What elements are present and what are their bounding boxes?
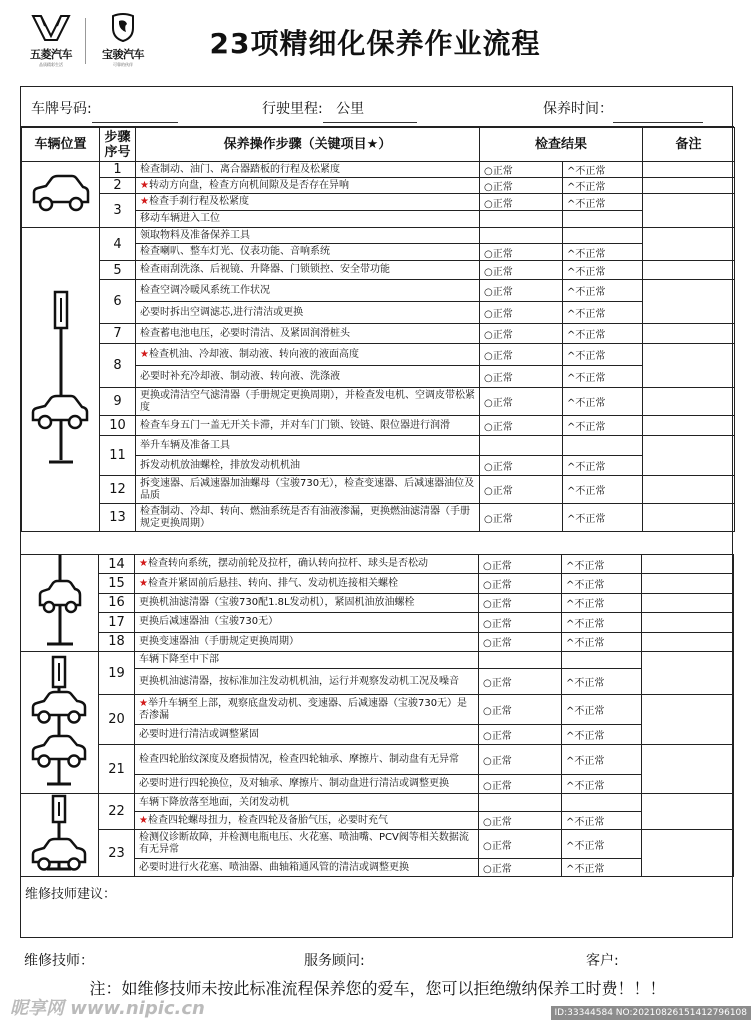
step-number: 7 bbox=[100, 324, 136, 344]
table-row bbox=[21, 555, 734, 574]
step-text: 举升车辆及准备工具 bbox=[136, 436, 480, 456]
header-vehicle-position: 车辆位置 bbox=[22, 128, 100, 162]
step-text: ★检查四轮螺母扭力，检查四轮及备胎气压，必要时充气 bbox=[135, 812, 479, 830]
table-row bbox=[22, 416, 735, 436]
signature-row bbox=[20, 950, 733, 972]
step-number: 17 bbox=[99, 613, 135, 632]
remark-cell[interactable] bbox=[643, 261, 735, 280]
result-ng-checkbox[interactable]: ^不正常 bbox=[562, 613, 642, 632]
wuling-logo bbox=[22, 12, 80, 70]
step-text: 拆发动机放油螺栓，排放发动机机油 bbox=[136, 456, 480, 476]
remark-cell[interactable] bbox=[643, 280, 735, 324]
result-empty bbox=[563, 436, 643, 456]
remark-cell[interactable] bbox=[642, 652, 734, 695]
table-row bbox=[22, 504, 735, 532]
procedure-table bbox=[21, 127, 735, 532]
step-number: 20 bbox=[99, 695, 135, 745]
table-row bbox=[21, 830, 734, 859]
result-ok-checkbox[interactable]: ○正常 bbox=[480, 162, 563, 178]
step-text: 检测仪诊断故障，并检测电瓶电压、火花塞、喷油嘴、PCV阀等相关数据流有无异常 bbox=[135, 830, 479, 859]
result-ng-checkbox[interactable]: ^不正常 bbox=[563, 456, 643, 476]
result-ok-checkbox[interactable]: ○正常 bbox=[480, 244, 563, 261]
wuling-brand-text: 五菱汽车 bbox=[30, 48, 72, 61]
step-text: 检查空调冷暖风系统工作状况 bbox=[136, 280, 480, 302]
result-ng-checkbox[interactable]: ^不正常 bbox=[562, 745, 642, 775]
table-row bbox=[21, 632, 734, 651]
result-ng-checkbox[interactable]: ^不正常 bbox=[563, 344, 643, 366]
result-ng-checkbox[interactable]: ^不正常 bbox=[562, 555, 642, 574]
result-ok-checkbox[interactable]: ○正常 bbox=[480, 324, 563, 344]
step-text: ★检查转向系统，摆动前轮及拉杆，确认转向拉杆、球头是否松动 bbox=[135, 555, 479, 574]
result-ok-checkbox[interactable]: ○正常 bbox=[480, 476, 563, 504]
result-ok-checkbox[interactable]: ○正常 bbox=[479, 613, 562, 632]
step-text: 检查制动、冷却、转向、燃油系统是否有油液渗漏，更换燃油滤清器（手册规定更换周期） bbox=[136, 504, 480, 532]
step-text: 检查制动、油门、离合器踏板的行程及松紧度 bbox=[136, 162, 480, 178]
step-text: 检查雨刮洗涤、后视镜、升降器、门锁锁控、安全带功能 bbox=[136, 261, 480, 280]
table-row bbox=[22, 476, 735, 504]
result-ok-checkbox[interactable]: ○正常 bbox=[479, 745, 562, 775]
result-ok-checkbox[interactable]: ○正常 bbox=[480, 178, 563, 194]
result-ng-checkbox[interactable]: ^不正常 bbox=[562, 669, 642, 695]
result-ok-checkbox[interactable]: ○正常 bbox=[480, 302, 563, 324]
plate-field[interactable] bbox=[31, 98, 92, 118]
step-number: 22 bbox=[99, 794, 135, 830]
header-result: 检查结果 bbox=[480, 128, 643, 162]
header-operations: 保养操作步骤（关键项目★） bbox=[136, 128, 480, 162]
step-text: 更换后减速器油（宝骏730无） bbox=[135, 613, 479, 632]
result-ok-checkbox[interactable]: ○正常 bbox=[479, 775, 562, 794]
step-number: 12 bbox=[100, 476, 136, 504]
result-empty bbox=[480, 436, 563, 456]
result-ng-checkbox[interactable]: ^不正常 bbox=[562, 859, 642, 877]
baojun-logo bbox=[92, 12, 154, 70]
remark-cell[interactable] bbox=[643, 388, 735, 416]
remark-cell[interactable] bbox=[643, 476, 735, 504]
step-number: 18 bbox=[99, 632, 135, 651]
step-text: 必要时进行四轮换位，及对轴承、摩擦片、制动盘进行清洁或调整更换 bbox=[135, 775, 479, 794]
result-ng-checkbox[interactable]: ^不正常 bbox=[563, 504, 643, 532]
step-text: ★检查机油、冷却液、制动液、转向液的液面高度 bbox=[136, 344, 480, 366]
result-ng-checkbox[interactable]: ^不正常 bbox=[563, 162, 643, 178]
result-ng-checkbox[interactable]: ^不正常 bbox=[563, 280, 643, 302]
mileage-label: 行驶里程: bbox=[262, 101, 323, 117]
step-number: 13 bbox=[100, 504, 136, 532]
step-number: 16 bbox=[99, 593, 135, 612]
step-number: 11 bbox=[100, 436, 136, 476]
result-empty bbox=[563, 228, 643, 244]
result-ok-checkbox[interactable]: ○正常 bbox=[479, 725, 562, 745]
remark-cell[interactable] bbox=[643, 416, 735, 436]
brand-logos bbox=[22, 12, 157, 70]
remark-cell[interactable] bbox=[642, 632, 734, 651]
step-text: ★举升车辆至上部，观察底盘发动机、变速器、后减速器（宝骏730无）是否渗漏 bbox=[135, 695, 479, 725]
step-text: 领取物料及准备保养工具 bbox=[136, 228, 480, 244]
time-blank[interactable] bbox=[613, 109, 703, 123]
result-ok-checkbox[interactable]: ○正常 bbox=[480, 261, 563, 280]
watermark-brand: 昵享网 www.nipic.cn bbox=[10, 998, 205, 1019]
remark-cell[interactable] bbox=[643, 162, 735, 178]
step-text: 必要时进行清洁或调整紧固 bbox=[135, 725, 479, 745]
vehicle-info-row bbox=[21, 87, 734, 127]
mileage-field[interactable] bbox=[262, 98, 364, 118]
result-ng-checkbox[interactable]: ^不正常 bbox=[563, 324, 643, 344]
logo-divider bbox=[85, 18, 86, 64]
result-empty bbox=[480, 211, 563, 228]
remark-cell[interactable] bbox=[643, 228, 735, 261]
result-ok-checkbox[interactable]: ○正常 bbox=[479, 812, 562, 830]
result-ng-checkbox[interactable]: ^不正常 bbox=[563, 178, 643, 194]
result-ok-checkbox[interactable]: ○正常 bbox=[479, 632, 562, 651]
advisor-signature[interactable]: 服务顾问: bbox=[304, 953, 365, 969]
result-ok-checkbox[interactable]: ○正常 bbox=[480, 416, 563, 436]
result-ok-checkbox[interactable]: ○正常 bbox=[480, 194, 563, 211]
table-header-row bbox=[22, 128, 735, 162]
plate-blank[interactable] bbox=[92, 109, 178, 123]
result-ok-checkbox[interactable]: ○正常 bbox=[479, 574, 562, 593]
result-ng-checkbox[interactable]: ^不正常 bbox=[563, 388, 643, 416]
step-number: 15 bbox=[99, 574, 135, 593]
step-text: ★检查手刹行程及松紧度 bbox=[136, 194, 480, 211]
mileage-unit: 公里 bbox=[336, 101, 365, 117]
result-ok-checkbox[interactable]: ○正常 bbox=[480, 366, 563, 388]
result-ok-checkbox[interactable]: ○正常 bbox=[480, 456, 563, 476]
advice-box[interactable] bbox=[20, 876, 733, 938]
step-number: 5 bbox=[100, 261, 136, 280]
table-row bbox=[22, 344, 735, 366]
remark-cell[interactable] bbox=[643, 436, 735, 476]
remark-cell[interactable] bbox=[642, 830, 734, 877]
result-ng-checkbox[interactable]: ^不正常 bbox=[563, 302, 643, 324]
result-ng-checkbox[interactable]: ^不正常 bbox=[563, 261, 643, 280]
step-text: 检查喇叭、整车灯光、仪表功能、音响系统 bbox=[136, 244, 480, 261]
header-remark: 备注 bbox=[643, 128, 735, 162]
car-on-lift-high-icon bbox=[37, 555, 83, 647]
table-row bbox=[21, 794, 734, 812]
result-ok-checkbox[interactable]: ○正常 bbox=[479, 669, 562, 695]
car-on-lift-low-icon bbox=[29, 288, 93, 468]
step-text: 必要时拆出空调滤芯,进行清洁或更换 bbox=[136, 302, 480, 324]
step-text: 必要时补充冷却液、制动液、转向液、洗涤液 bbox=[136, 366, 480, 388]
result-ng-checkbox[interactable]: ^不正常 bbox=[563, 194, 643, 211]
result-empty bbox=[562, 652, 642, 669]
step-text: 更换机油滤清器（宝骏730配1.8L发动机），紧固机油放油螺栓 bbox=[135, 593, 479, 612]
footer-note: 注：如维修技师未按此标准流程保养您的爱车，您可以拒绝缴纳保养工时费！！！ bbox=[89, 979, 666, 998]
result-empty bbox=[479, 794, 562, 812]
step-number: 19 bbox=[99, 652, 135, 695]
step-text: 车辆下降放落至地面，关闭发动机 bbox=[135, 794, 479, 812]
table-row bbox=[21, 574, 734, 593]
table-row bbox=[22, 178, 735, 194]
wuling-slogan: 品质精彩生活 bbox=[39, 62, 63, 67]
page-title: 23项精细化保养作业流程 bbox=[209, 27, 541, 60]
step-text: 检查车身五门一盖无开关卡滞，并对车门门锁、铰链、限位器进行润滑 bbox=[136, 416, 480, 436]
result-ok-checkbox[interactable]: ○正常 bbox=[480, 388, 563, 416]
table-row bbox=[22, 324, 735, 344]
step-text: 检查四轮胎纹深度及磨损情况，检查四轮轴承、摩擦片、制动盘有无异常 bbox=[135, 745, 479, 775]
car-on-double-lift-icon bbox=[29, 655, 91, 787]
result-ng-checkbox[interactable]: ^不正常 bbox=[563, 476, 643, 504]
table-row bbox=[21, 745, 734, 775]
plate-label: 车牌号码: bbox=[31, 101, 92, 117]
vehicle-position-ground bbox=[22, 162, 100, 228]
step-number: 3 bbox=[100, 194, 136, 228]
step-text: 必要时进行火花塞、喷油器、曲轴箱通风管的清洁或调整更换 bbox=[135, 859, 479, 877]
result-ng-checkbox[interactable]: ^不正常 bbox=[562, 632, 642, 651]
wuling-emblem-icon bbox=[31, 12, 71, 42]
step-number: 9 bbox=[100, 388, 136, 416]
result-ng-checkbox[interactable]: ^不正常 bbox=[563, 366, 643, 388]
remark-cell[interactable] bbox=[643, 324, 735, 344]
remark-cell[interactable] bbox=[643, 178, 735, 194]
step-text: ★转动方向盘，检查方向机间隙及是否存在异响 bbox=[136, 178, 480, 194]
result-ok-checkbox[interactable]: ○正常 bbox=[479, 859, 562, 877]
step-number: 21 bbox=[99, 745, 135, 794]
result-ok-checkbox[interactable]: ○正常 bbox=[480, 504, 563, 532]
result-empty bbox=[479, 652, 562, 669]
table-row bbox=[22, 436, 735, 456]
result-empty bbox=[563, 211, 643, 228]
result-ok-checkbox[interactable]: ○正常 bbox=[479, 695, 562, 725]
remark-cell[interactable] bbox=[642, 593, 734, 612]
result-ng-checkbox[interactable]: ^不正常 bbox=[562, 775, 642, 794]
remark-cell[interactable] bbox=[642, 745, 734, 794]
table-row bbox=[22, 388, 735, 416]
result-ng-checkbox[interactable]: ^不正常 bbox=[562, 574, 642, 593]
table-row bbox=[21, 613, 734, 632]
customer-signature[interactable]: 客户: bbox=[586, 953, 619, 969]
header-step-line1: 步骤 bbox=[104, 129, 131, 145]
remark-cell[interactable] bbox=[642, 794, 734, 830]
mileage-blank[interactable] bbox=[323, 109, 417, 123]
remark-cell[interactable] bbox=[642, 555, 734, 574]
result-ok-checkbox[interactable]: ○正常 bbox=[479, 555, 562, 574]
result-ok-checkbox[interactable]: ○正常 bbox=[480, 344, 563, 366]
result-ng-checkbox[interactable]: ^不正常 bbox=[562, 812, 642, 830]
step-number: 8 bbox=[100, 344, 136, 388]
step-text: 更换或清洁空气滤清器（手册规定更换周期），并检查发电机、空调皮带松紧度 bbox=[136, 388, 480, 416]
result-empty bbox=[562, 794, 642, 812]
table-row bbox=[22, 261, 735, 280]
baojun-emblem-icon bbox=[108, 12, 138, 42]
table-row bbox=[22, 162, 735, 178]
result-ok-checkbox[interactable]: ○正常 bbox=[480, 280, 563, 302]
table-row bbox=[21, 652, 734, 669]
step-number: 23 bbox=[99, 830, 135, 877]
car-lowered-lift-icon bbox=[29, 794, 91, 872]
step-number: 4 bbox=[100, 228, 136, 261]
result-ok-checkbox[interactable]: ○正常 bbox=[479, 830, 562, 859]
baojun-slogan: 可靠的伙伴 bbox=[113, 62, 133, 67]
remark-cell[interactable] bbox=[642, 574, 734, 593]
step-text: 检查蓄电池电压，必要时清洁、及紧固润滑桩头 bbox=[136, 324, 480, 344]
result-ng-checkbox[interactable]: ^不正常 bbox=[562, 593, 642, 612]
step-text: 更换机油滤清器，按标准加注发动机机油，运行并观察发动机工况及噪音 bbox=[135, 669, 479, 695]
time-label: 保养时间： bbox=[543, 101, 613, 117]
vehicle-position-lift-double bbox=[21, 652, 99, 794]
vehicle-position-lowered bbox=[21, 794, 99, 877]
result-ng-checkbox[interactable]: ^不正常 bbox=[562, 695, 642, 725]
table-row bbox=[21, 695, 734, 725]
time-field[interactable] bbox=[543, 98, 613, 118]
step-number: 2 bbox=[100, 178, 136, 194]
advice-label: 维修技师建议： bbox=[25, 887, 117, 902]
result-ng-checkbox[interactable]: ^不正常 bbox=[562, 830, 642, 859]
header-step-line2: 序号 bbox=[104, 144, 131, 160]
remark-cell[interactable] bbox=[643, 344, 735, 388]
step-number: 10 bbox=[100, 416, 136, 436]
car-on-ground-icon bbox=[30, 172, 92, 214]
procedure-table-lower bbox=[20, 554, 734, 877]
watermark-id: ID:33344584 NO:20210826151412796108 bbox=[551, 1006, 752, 1020]
header-step bbox=[100, 128, 136, 162]
table-row bbox=[22, 280, 735, 302]
remark-cell[interactable] bbox=[642, 613, 734, 632]
result-ng-checkbox[interactable]: ^不正常 bbox=[563, 244, 643, 261]
table-row bbox=[22, 228, 735, 244]
step-text: 更换变速器油（手册规定更换周期） bbox=[135, 632, 479, 651]
step-number: 14 bbox=[99, 555, 135, 574]
vehicle-position-lift-high bbox=[21, 555, 99, 652]
table-row bbox=[21, 593, 734, 612]
remark-cell[interactable] bbox=[643, 504, 735, 532]
vehicle-position-lift-low bbox=[22, 228, 100, 532]
remark-cell[interactable] bbox=[643, 194, 735, 228]
step-number: 1 bbox=[100, 162, 136, 178]
technician-signature[interactable]: 维修技师： bbox=[24, 953, 94, 969]
result-ok-checkbox[interactable]: ○正常 bbox=[479, 593, 562, 612]
step-text: ★检查并紧固前后悬挂、转向、排气、发动机连接相关螺栓 bbox=[135, 574, 479, 593]
table-row bbox=[22, 194, 735, 211]
result-ng-checkbox[interactable]: ^不正常 bbox=[563, 416, 643, 436]
result-ng-checkbox[interactable]: ^不正常 bbox=[562, 725, 642, 745]
step-text: 车辆下降至中下部 bbox=[135, 652, 479, 669]
step-text: 移动车辆进入工位 bbox=[136, 211, 480, 228]
remark-cell[interactable] bbox=[642, 695, 734, 745]
step-text: 拆变速器、后减速器加油螺母（宝骏730无），检查变速器、后减速器油位及品质 bbox=[136, 476, 480, 504]
baojun-brand-text: 宝骏汽车 bbox=[102, 48, 144, 61]
step-number: 6 bbox=[100, 280, 136, 324]
result-empty bbox=[480, 228, 563, 244]
